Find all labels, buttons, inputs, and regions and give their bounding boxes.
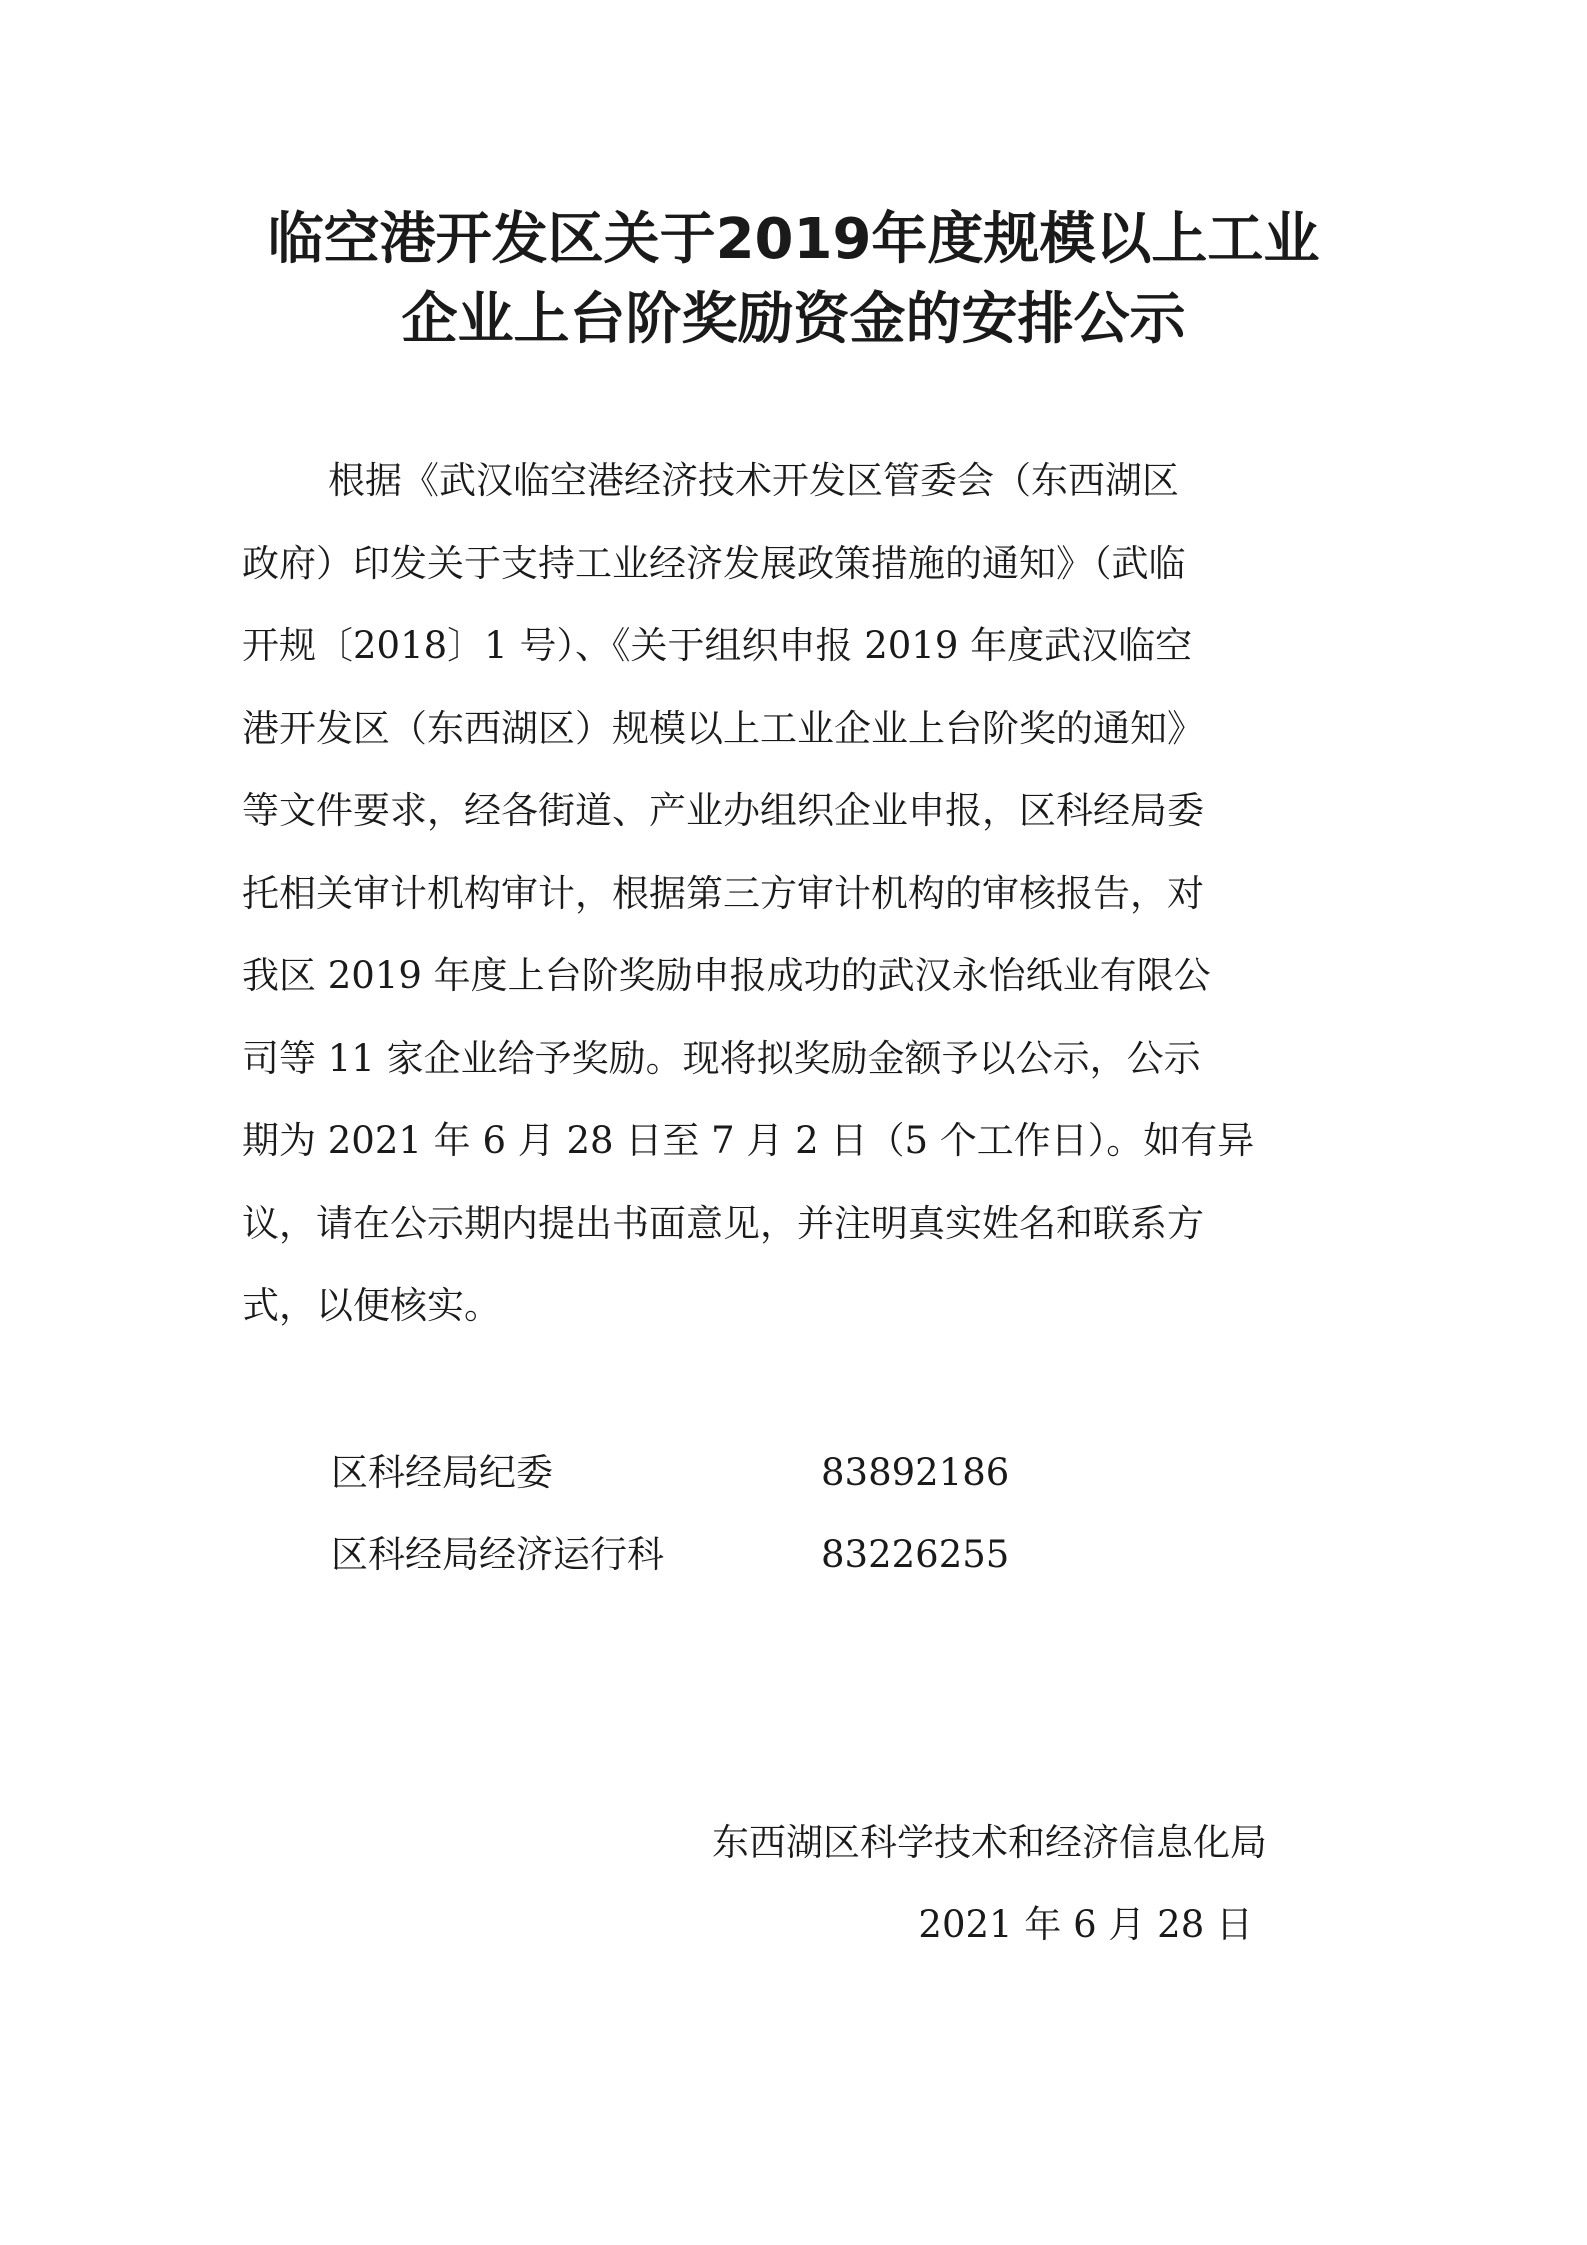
body-line: 我区 2019 年度上台阶奖励申报成功的武汉永怡纸业有限公 [242,954,1211,997]
body-line: 托相关审计机构审计，根据第三方审计机构的审核报告，对 [242,871,1204,915]
body-line: 根据《武汉临空港经济技术开发区管委会（东西湖区 [328,459,1179,502]
body-line: 等文件要求，经各街道、产业办组织企业申报，区科经局委 [242,789,1204,832]
signature-date: 2021 年 6 月 28 日 [918,1903,1253,1946]
contact-phone: 83226255 [821,1533,1010,1576]
signature-block [712,1802,1267,1966]
body-line: 政府）印发关于支持工业经济发展政策措施的通知》（武临 [242,541,1186,585]
body-line: 式，以便核实。 [242,1284,501,1327]
body-line: 期为 2021 年 6 月 28 日至 7 月 2 日（5 个工作日）。如有异 [242,1119,1255,1162]
title-line-1: 临空港开发区关于2019年度规模以上工业 [267,207,1320,272]
contact-row [331,1432,1009,1514]
body-line: 港开发区（东西湖区）规模以上工业企业上台阶奖的通知》 [242,706,1204,750]
contact-phone: 83892186 [821,1451,1010,1494]
notice-body [242,440,1342,1348]
body-line: 议，请在公示期内提出书面意见，并注明真实姓名和联系方 [242,1201,1204,1245]
contact-list [331,1432,1009,1596]
body-line: 开规〔2018〕1 号）、《关于组织申报 2019 年度武汉临空 [242,624,1193,667]
title-line-2: 企业上台阶奖励资金的安排公示 [401,287,1186,352]
contact-name: 区科经局纪委 [331,1451,553,1494]
signature-org: 东西湖区科学技术和经济信息化局 [712,1821,1267,1864]
document-title [200,200,1387,360]
contact-row [331,1514,1009,1596]
contact-name: 区科经局经济运行科 [331,1533,664,1576]
body-line: 司等 11 家企业给予奖励。现将拟奖励金额予以公示，公示 [242,1036,1201,1080]
